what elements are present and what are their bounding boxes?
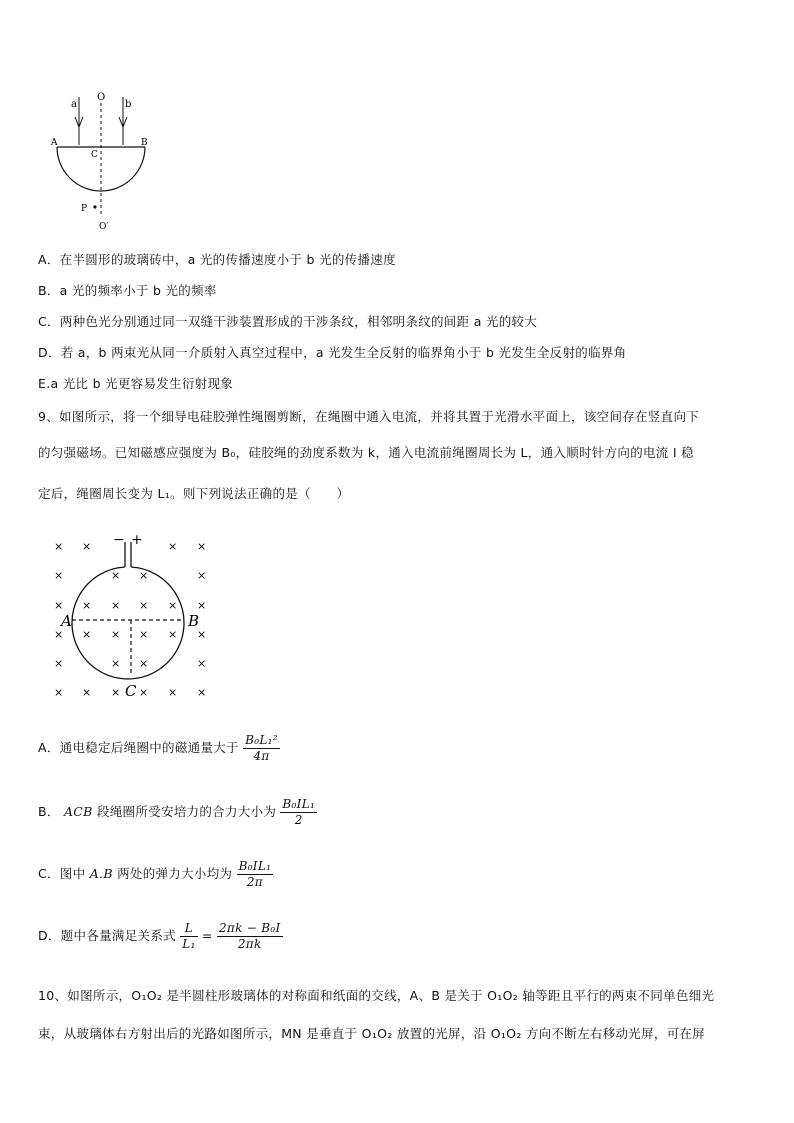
q10-stem-line1: 10、如图所示，O₁O₂ 是半圆柱形玻璃体的对称面和纸面的交线，A、B 是关于 O₁O₂ 轴等距且平行的两束不同单色细光: [38, 988, 715, 1003]
q8-option-c: C．两种色光分别通过同一双缝干涉装置形成的干涉条纹，相邻明条纹的间距 a 光的较大: [38, 314, 538, 329]
field-cross: ×: [82, 628, 92, 641]
fraction-numerator: B₀IL₁: [238, 859, 272, 873]
q9-stem-line1: 9、如图所示，将一个细导电硅胶弹性绳圈剪断，在绳圈中通入电流，并将其置于光滑水平面上，该空间存在竖直向下: [38, 409, 700, 424]
fig1-label-A: A: [51, 138, 58, 148]
fraction-numerator: B₀L₁²: [245, 733, 278, 747]
field-cross: ×: [111, 599, 121, 612]
fraction-denominator: L₁: [182, 937, 196, 951]
field-cross: ×: [168, 686, 178, 699]
equals-sign: =: [201, 928, 213, 943]
q9-option-d-left-fraction: [180, 921, 197, 952]
field-cross: ×: [82, 599, 92, 612]
fig2-label-A: A: [61, 612, 72, 630]
q9-option-b-math: ACB: [63, 804, 93, 819]
q8-option-a: A．在半圆形的玻璃砖中，a 光的传播速度小于 b 光的传播速度: [38, 252, 396, 267]
q8-option-d: D．若 a，b 两束光从同一介质射入真空过程中，a 光发生全反射的临界角小于 b 光发生全反射的临界角: [38, 345, 627, 360]
field-cross: ×: [54, 569, 64, 582]
field-cross: ×: [168, 540, 178, 553]
field-cross: ×: [111, 657, 121, 670]
field-cross: ×: [111, 569, 121, 582]
field-cross: ×: [54, 599, 64, 612]
field-cross: ×: [197, 686, 207, 699]
q8-option-e: E.a 光比 b 光更容易发生衍射现象: [38, 376, 234, 391]
q9-option-b: [38, 797, 317, 828]
field-cross: ×: [168, 599, 178, 612]
fig1-label-B: B: [141, 138, 148, 148]
field-cross: ×: [111, 686, 121, 699]
q9-stem-line3: 定后，绳圈周长变为 L₁。则下列说法正确的是（ ）: [38, 486, 350, 501]
field-cross: ×: [54, 540, 64, 553]
wire-loop: [72, 567, 184, 679]
fraction-numerator: 2πk − B₀I: [218, 921, 281, 935]
fig2-plus: +: [131, 532, 143, 548]
fig1-label-O-prime: O′: [99, 222, 109, 232]
q9-option-b-fraction: [280, 797, 317, 828]
q9-option-c: [38, 859, 273, 890]
fraction-denominator: 2: [294, 813, 303, 827]
fig1-label-C: C: [91, 150, 98, 160]
fig1-label-O: O: [97, 92, 106, 103]
fig2-label-B: B: [188, 612, 200, 630]
fig1-label-a: a: [71, 99, 77, 110]
field-cross: ×: [54, 686, 64, 699]
fig1-label-b: b: [125, 99, 132, 110]
fraction-numerator: L: [180, 921, 197, 937]
current-loop-figure: [45, 528, 220, 708]
field-cross: ×: [54, 657, 64, 670]
q9-option-a-fraction: [243, 733, 280, 764]
fraction-denominator: 2πk: [237, 937, 262, 951]
field-cross: ×: [197, 657, 207, 670]
q9-option-c-math: A.B: [89, 866, 113, 881]
q9-option-a-text: A．通电稳定后绳圈中的磁通量大于: [38, 740, 239, 755]
q9-option-d: [38, 921, 283, 952]
fig2-label-C: C: [125, 682, 137, 700]
q10-stem-line2: 束，从玻璃体右方射出后的光路如图所示，MN 是垂直于 O₁O₂ 放置的光屏，沿 O₁O₂ 方向不断左右移动光屏，可在屏: [38, 1026, 706, 1041]
fraction-denominator: 4π: [253, 749, 270, 763]
field-cross: ×: [197, 628, 207, 641]
point-P: [93, 205, 96, 208]
field-cross: ×: [82, 686, 92, 699]
field-cross: ×: [139, 599, 149, 612]
field-cross: ×: [197, 540, 207, 553]
q9-option-c-fraction: [237, 859, 274, 890]
semicircle-figure: [45, 85, 165, 235]
q9-option-d-right-fraction: [217, 921, 283, 952]
q9-option-d-text: D．题中各量满足关系式: [38, 928, 176, 943]
q9-option-b-prefix: B．: [38, 804, 60, 819]
fraction-numerator: B₀IL₁: [282, 797, 316, 811]
fraction-denominator: 2π: [246, 875, 263, 889]
q9-stem-line2: 的匀强磁场。已知磁感应强度为 B₀，硅胶绳的劲度系数为 k，通入电流前绳圈周长为 L，通入顺时针方向的电流 I 稳: [38, 445, 694, 460]
field-cross: ×: [197, 569, 207, 582]
q9-option-c-prefix: C．图中: [38, 866, 86, 881]
field-cross: ×: [139, 686, 149, 699]
q9-option-a: [38, 733, 280, 764]
field-cross: ×: [139, 628, 149, 641]
field-cross: ×: [111, 628, 121, 641]
field-cross: ×: [82, 540, 92, 553]
q9-option-c-text: 两处的弹力大小均为: [117, 866, 233, 881]
field-cross: ×: [139, 569, 149, 582]
field-cross: ×: [139, 657, 149, 670]
fig2-minus: −: [113, 532, 125, 548]
q9-option-b-text: 段绳圈所受安培力的合力大小为: [96, 804, 277, 819]
field-cross: ×: [54, 628, 64, 641]
field-cross: ×: [197, 599, 207, 612]
q8-option-b: B．a 光的频率小于 b 光的频率: [38, 283, 217, 298]
field-cross: ×: [168, 628, 178, 641]
fig1-label-P: P: [81, 204, 88, 214]
